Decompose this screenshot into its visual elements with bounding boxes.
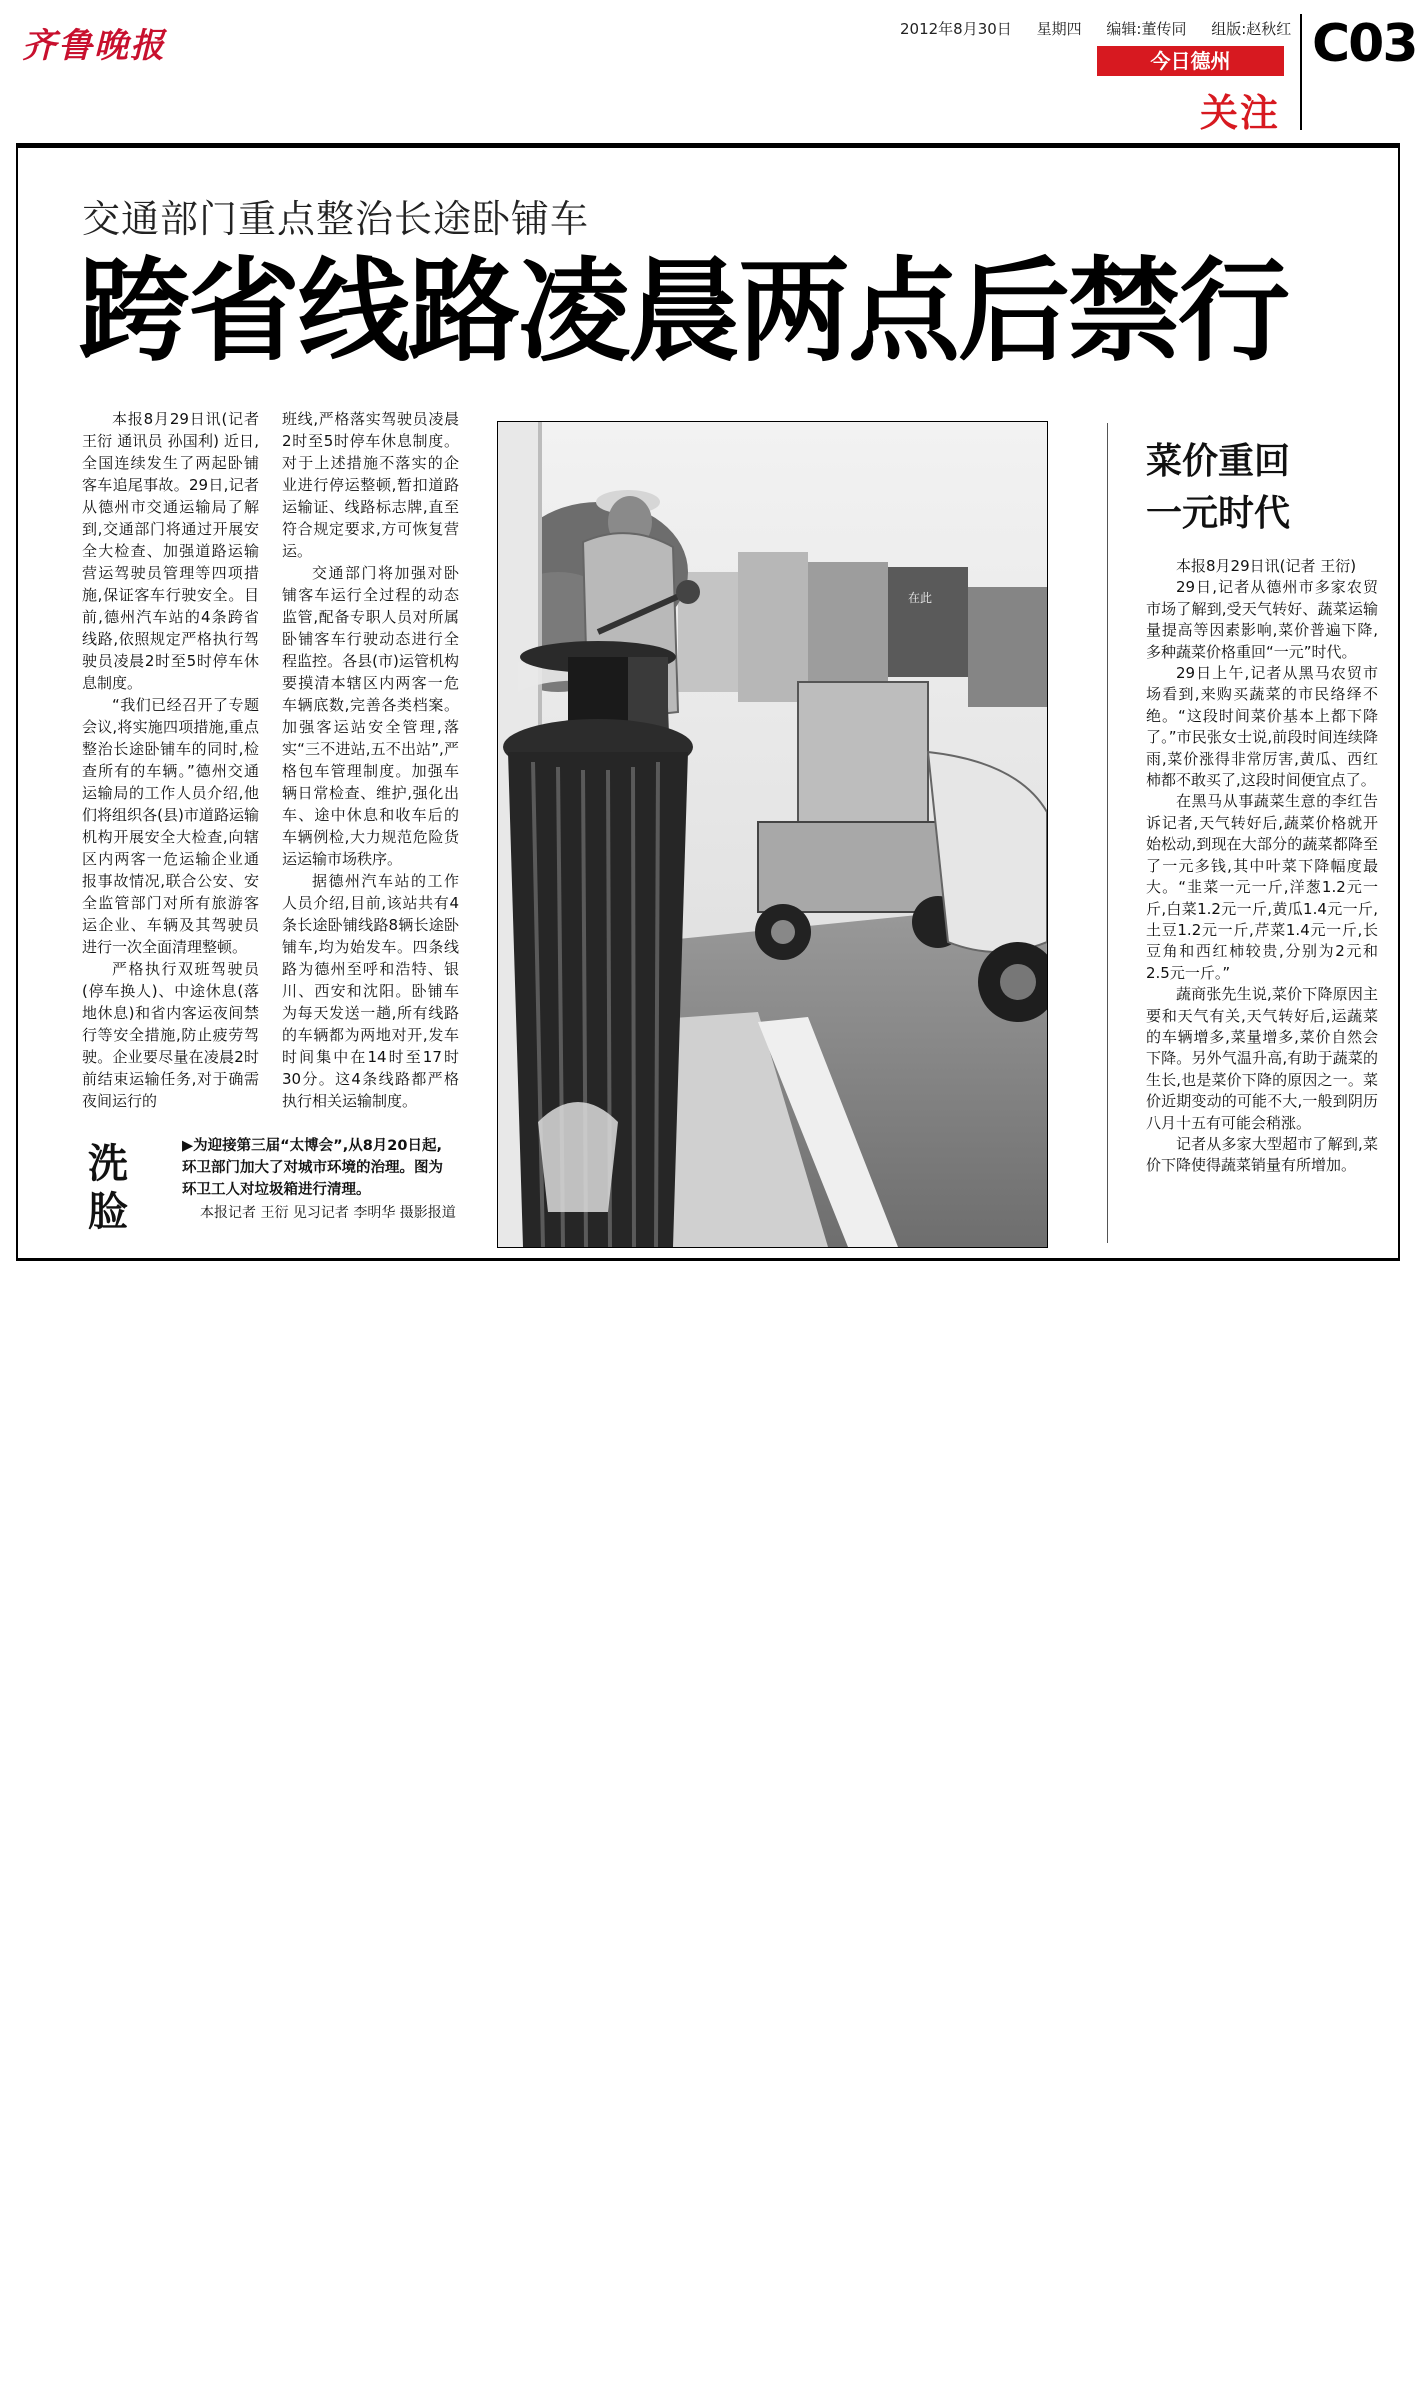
page-number: C03 xyxy=(1312,14,1417,74)
issue-weekday: 星期四 xyxy=(1036,20,1082,38)
paragraph: 交通部门将加强对卧铺客车运行全过程的动态监管,配备专职人员对所属卧铺客车行驶动态进行全程监控。各县(市)运管机构要摸清本辖区内两客一危车辆底数,完善各类档案。加强客运站安全管理,落实“三不进站,五不出站”,严格包车管理制度。加强车辆日常检查、维护,强化出车、途中休息和收车后的车辆例检,大力规范危险货运运输市场秩序。 xyxy=(282,564,459,868)
paragraph: 严格执行双班驾驶员(停车换人)、中途休息(落地休息)和省内客运夜间禁行等安全措施,防止疲劳驾驶。企业要尽量在凌晨2时前结束运输任务,对于确需夜间运行的 xyxy=(82,960,259,1110)
paragraph: 蔬商张先生说,菜价下降原因主要和天气有关,天气转好后,运蔬菜的车辆增多,菜量增多,菜价自然会下降。另外气温升高,有助于蔬菜的生长,也是菜价下降的原因之一。菜价近期变动的可能不大,一般到阴历八月十五有可能会稍涨。 xyxy=(1146,985,1378,1132)
issue-meta xyxy=(900,18,1311,39)
paragraph: 在黑马从事蔬菜生意的李红告诉记者,天气转好后,蔬菜价格就开始松动,到现在大部分的蔬菜都降至了一元多钱,其中叶菜下降幅度最大。“韭菜一元一斤,洋葱1.2元一斤,白菜1.2元一斤,黄瓜1.4元一斤,土豆1.2元一斤,芹菜1.4元一斤,长豆角和西红柿较贵,分别为2元和2.5元一斤。” xyxy=(1146,792,1378,982)
paragraph: 据德州汽车站的工作人员介绍,目前,该站共有4条长途卧铺线路8辆长途卧铺车,均为始发车。四条线路为德州至呼和浩特、银川、西安和沈阳。卧铺车为每天发送一趟,所有线路的车辆都为两地对开,发车时间集中在14时至17时30分。这4条线路都严格执行相关运输制度。 xyxy=(282,872,459,1110)
section-label: 今日德州 xyxy=(1097,46,1284,76)
photo-caption-title: 洗脸 xyxy=(88,1141,128,1235)
photo-caption: ▶为迎接第三届“太博会”,从8月20日起,环卫部门加大了对城市环境的治理。图为环卫工人对垃圾箱进行清理。 xyxy=(182,1138,443,1198)
masthead-divider xyxy=(1300,14,1302,130)
subsection-label: 关注 xyxy=(1200,91,1281,135)
article-column-2 xyxy=(282,408,459,1112)
news-photo xyxy=(497,421,1048,1248)
article-subhead: 交通部门重点整治长途卧铺车 xyxy=(82,197,590,241)
paragraph: 记者从多家大型超市了解到,菜价下降使得蔬菜销量有所增加。 xyxy=(1146,1134,1378,1175)
column-divider xyxy=(1107,423,1108,1243)
paragraph: 29日,记者从德州市多家农贸市场了解到,受天气转好、蔬菜运输量提高等因素影响,菜价普遍下降,多种蔬菜价格重回“一元”时代。 xyxy=(1146,578,1378,661)
shop-sign: 在此 xyxy=(908,591,933,605)
issue-date: 2012年8月30日 xyxy=(900,20,1012,38)
editor-credit: 编辑:董传同 xyxy=(1106,20,1187,38)
article-headline: 跨省线路凌晨两点后禁行 xyxy=(78,247,1288,377)
article-column-1 xyxy=(82,408,259,1112)
newspaper-logo: 齐鲁晚报 xyxy=(22,26,166,66)
paragraph: “我们已经召开了专题会议,将实施四项措施,重点整治长途卧铺车的同时,检查所有的车辆。”德州交通运输局的工作人员介绍,他们将组织各(县)市道路运输机构开展安全大检查,向辖区内两客一危运输企业通报事故情况,联合公安、安全监管部门对所有旅游客运企业、车辆及其驾驶员进行一次全面清理整顿。 xyxy=(82,696,259,956)
paragraph: 本报8月29日讯(记者 王衍 通讯员 孙国利) 近日,全国连续发生了两起卧铺客车追尾事故。29日,记者从德州市交通运输局了解到,交通部门将通过开展安全大检查、加强道路运输营运驾驶员管理等四项措施,保证客车行驶安全。目前,德州汽车站的4条跨省线路,依照规定严格执行驾驶员凌晨2时至5时停车休息制度。 xyxy=(82,410,259,692)
side-title-line-1: 菜价重回 xyxy=(1146,441,1291,482)
photo-credit: 本报记者 王衍 见习记者 李明华 摄影报道 xyxy=(200,1205,456,1221)
side-article-body xyxy=(1146,556,1378,1177)
photo-illustration xyxy=(498,422,1047,1247)
layout-credit: 组版:赵秋红 xyxy=(1211,20,1292,38)
paragraph: 29日上午,记者从黑马农贸市场看到,来购买蔬菜的市民络绎不绝。“这段时间菜价基本上都下降了。”市民张女士说,前段时间连续降雨,菜价涨得非常厉害,黄瓜、西红柿都不敢买了,这段时间便宜点了。 xyxy=(1146,664,1378,790)
side-article-title xyxy=(1146,436,1290,540)
side-title-line-2: 一元时代 xyxy=(1146,493,1291,534)
paragraph: 本报8月29日讯(记者 王衍) xyxy=(1176,557,1357,575)
paragraph: 班线,严格落实驾驶员凌晨2时至5时停车休息制度。对于上述措施不落实的企业进行停运整顿,暂扣道路运输证、线路标志牌,直至符合规定要求,方可恢复营运。 xyxy=(282,410,459,560)
